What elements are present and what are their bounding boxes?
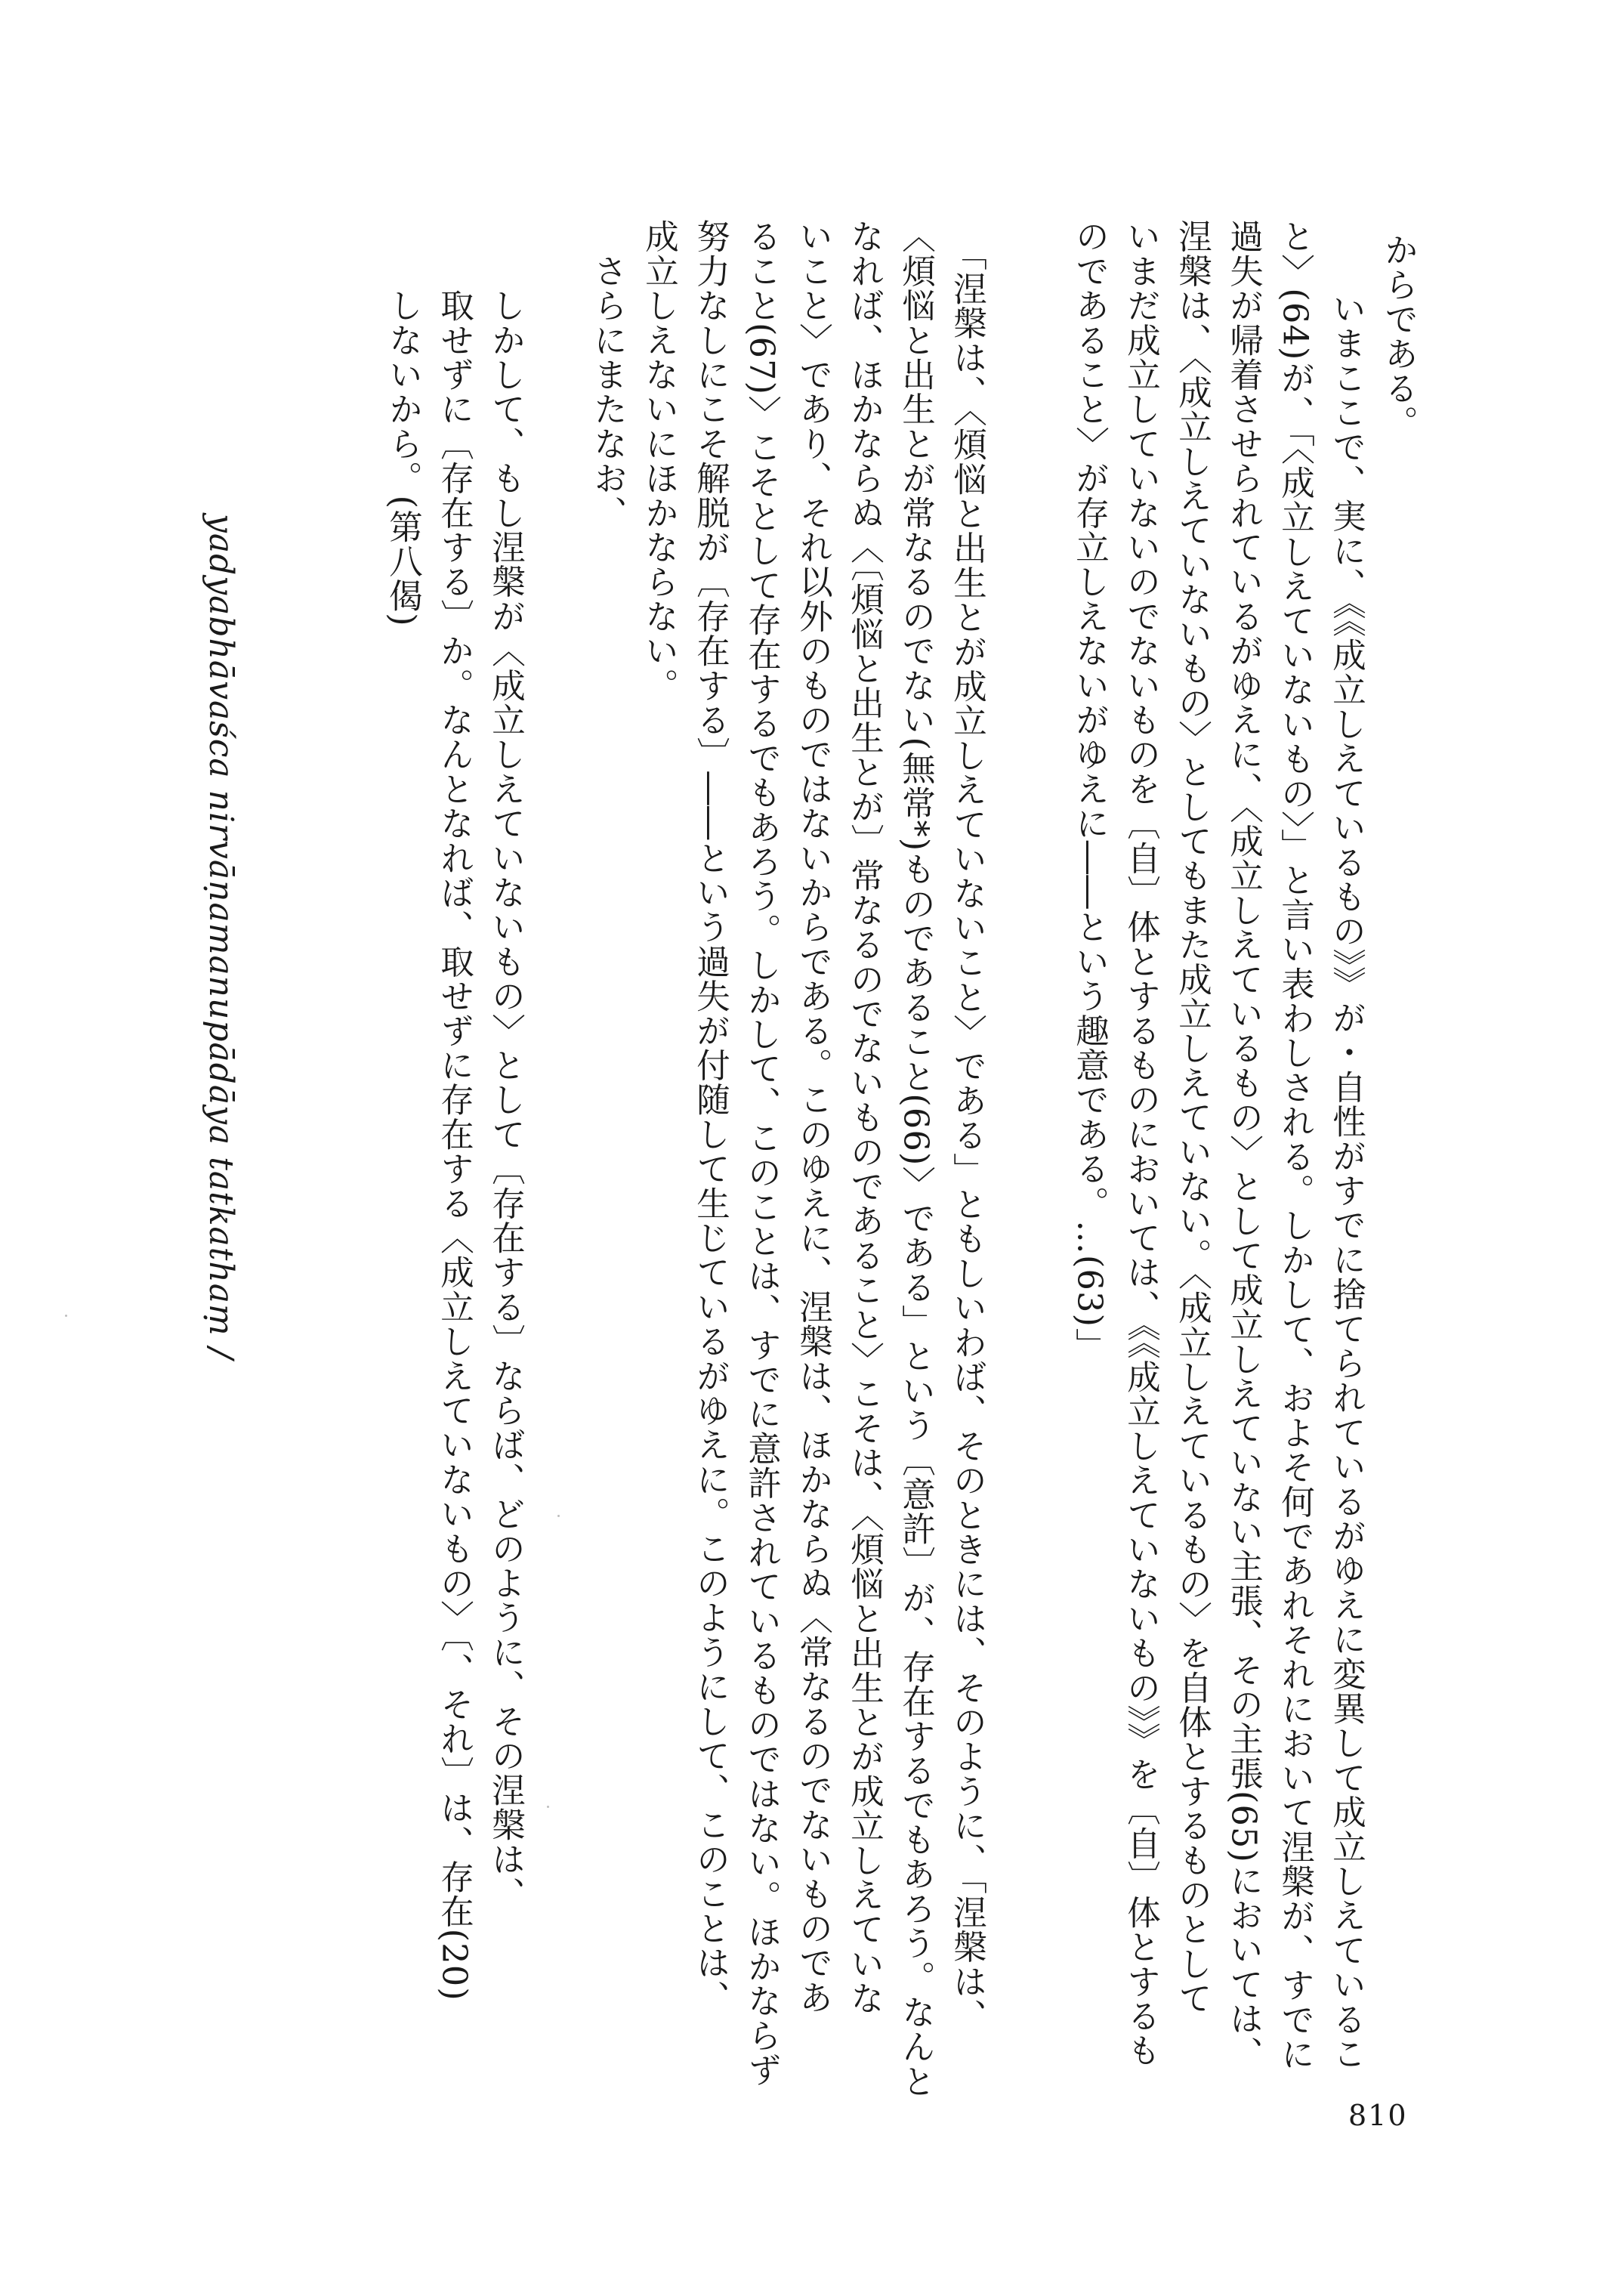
sanskrit-verse-text: yadyabhāvaśca nirvāṇamanupādāya tatkathaṃ / [202, 514, 240, 1360]
text-column-2: いまここで、実に、《《成立しえているもの》》が・自性がすでに捨てられているがゆえに変異して成立しえているこ [1326, 257, 1366, 2072]
text-column-7: のであること〉が存立しえないがゆえに――という趣意である。…(63)」 [1070, 219, 1109, 1362]
text-column-8: 「涅槃は、〈煩悩と出生とが成立しえていないこと〉である」ともしいわば、そのときには、そのように、「涅槃は、 [947, 219, 986, 2034]
text-column-15: さらにまたなお、 [588, 219, 627, 530]
text-column-12: ること(67)〉こそとして存在するでもあろう。しかして、このことは、すでに意許されているものではない。ほかならず [742, 219, 781, 2087]
verse-line-3: しないから。(第八偈) [383, 219, 422, 627]
text-column-10: なれば、ほかならぬ〈〔煩悩と出生とが〕常なるのでないものであること〉こそは、〈煩悩と出生とが成立しえていな [844, 219, 884, 2016]
sanskrit-verse-line [202, 514, 263, 1496]
text-column-11: いこと〉であり、それ以外のものではないからである。このゆえに、涅槃は、ほかならぬ〈常なるのでないものであ [793, 219, 832, 2015]
text-column-4: 過失が帰着させられているがゆえに、〈成立しえているもの〉として成立しえていない主張、その主張(65)においては、 [1224, 219, 1263, 2071]
scan-speck [65, 1315, 67, 1317]
scan-speck [547, 1806, 549, 1808]
scan-speck [557, 1515, 560, 1517]
text-column-9: 〈煩悩と出生とが常なるのでない(無常*)ものであること(66)〉である」という〔意許〕が、存在するでもあろう。なんと [896, 219, 935, 2099]
text-column-1: からである。 [1379, 233, 1418, 440]
text-column-14: 成立しえないにほかならない。 [639, 219, 678, 703]
text-column-5: 涅槃は、〈成立しえていないもの〉としてもまた成立しえていない。〈成立しえているもの〉を自体とするものとして [1172, 219, 1212, 2016]
verse-line-2: 取せずに〔存在する〕か。なんとなれば、取せずに存在する〈成立しえていないもの〉〔、それ〕は、存在(20) [434, 219, 474, 2001]
verse-line-1: しかして、もし涅槃が〈成立しえていないもの〉として〔存在する〕ならば、どのように、その涅槃は、 [486, 219, 525, 1911]
text-column-6: いまだ成立していないのでないものを〔自〕体とするものにおいては、《《成立しえていないもの》》を〔自〕体とするも [1121, 219, 1160, 2068]
text-column-13: 努力なしにこそ解脱が〔存在する〕――という過失が付随して生じているがゆえに。このようにして、このことは、 [690, 219, 730, 2015]
text-column-3: と〉(64)が、「〈成立しえていないもの〉」と言い表わしされる。しかして、およそ何であれそれにおいて涅槃が、すでに [1275, 219, 1314, 2072]
page-number: 810 [1348, 2099, 1408, 2132]
